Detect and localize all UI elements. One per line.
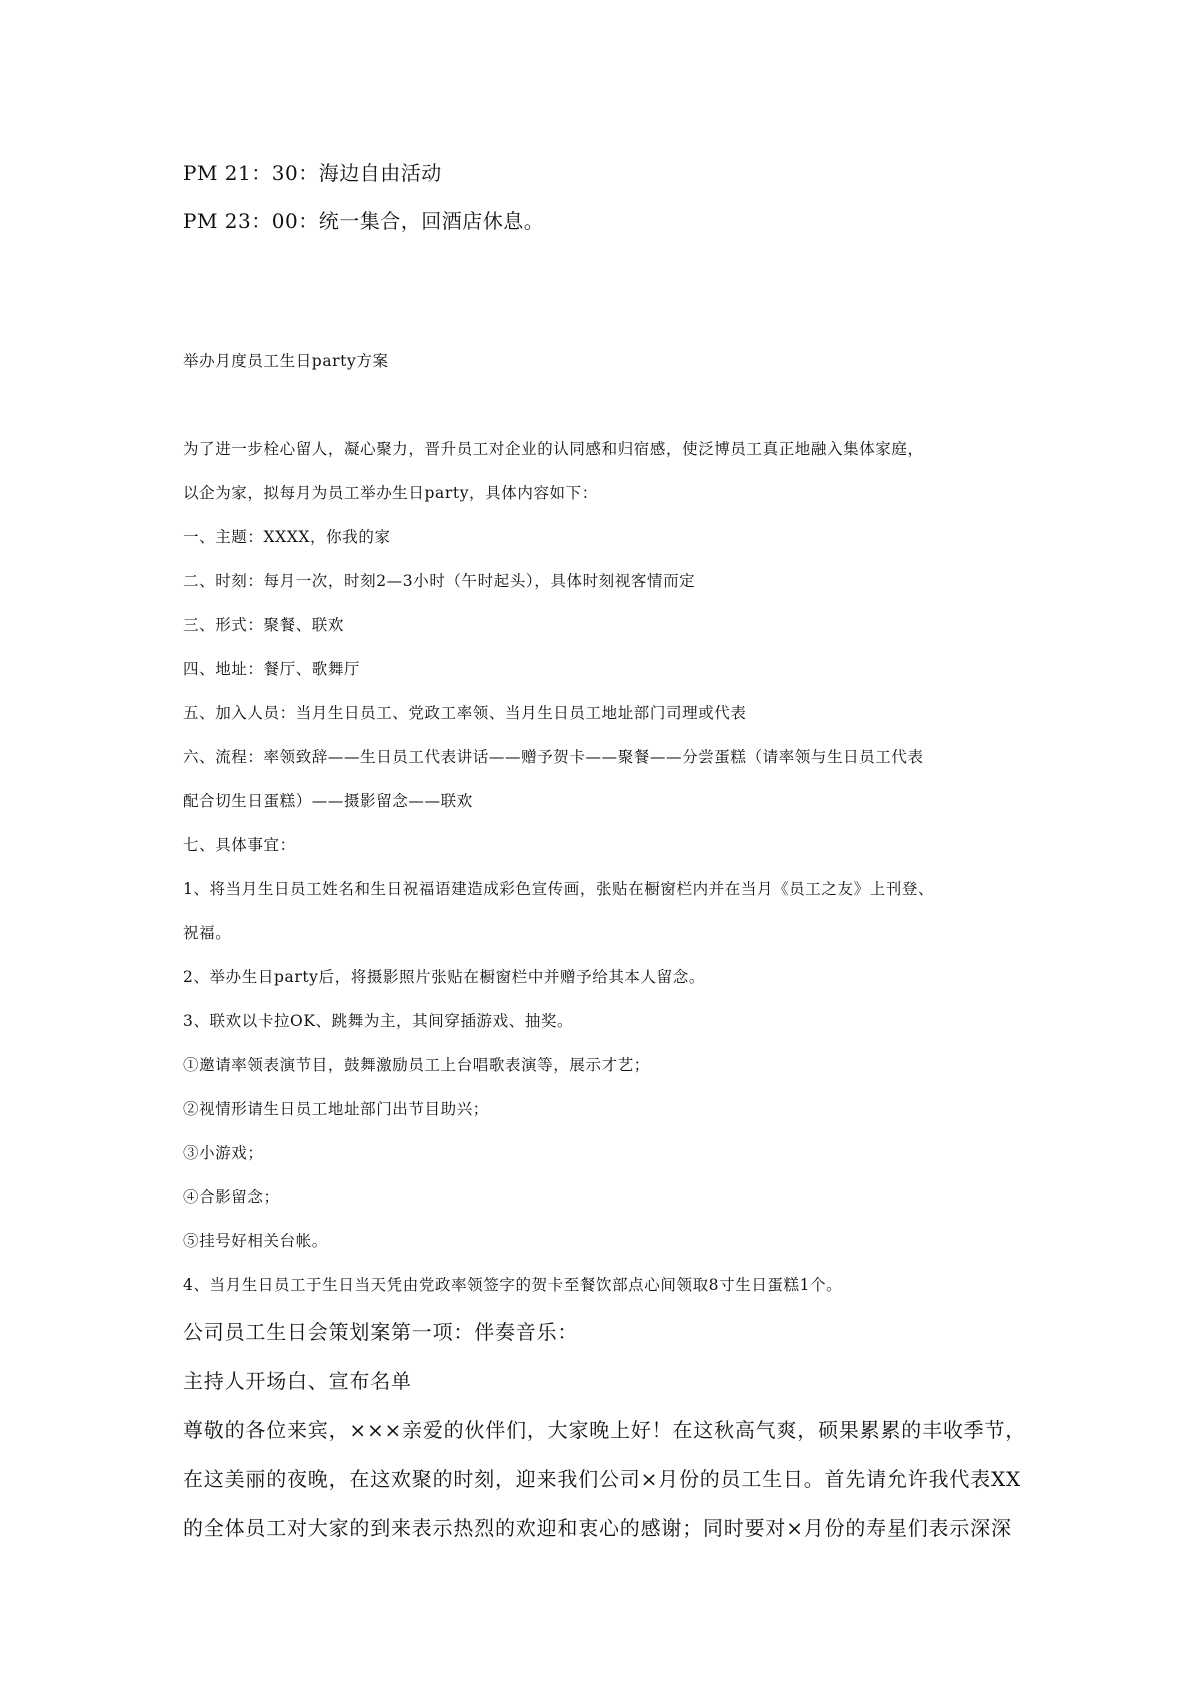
schedule-line-1: PM 21：30：海边自由活动 bbox=[183, 161, 442, 185]
paragraph-line: 二、时刻：每月一次，时刻2—3小时（午时起头），具体时刻视客情而定 bbox=[183, 572, 696, 590]
paragraph-line: 3、联欢以卡拉OK、跳舞为主，其间穿插游戏、抽奖。 bbox=[183, 1012, 574, 1030]
paragraph-line: ③小游戏； bbox=[183, 1144, 264, 1162]
paragraph-line: 祝福。 bbox=[183, 924, 232, 942]
section-heading: 公司员工生日会策划案第一项：伴奏音乐： bbox=[183, 1320, 579, 1344]
paragraph-line: ④合影留念； bbox=[183, 1188, 280, 1206]
paragraph-line: 4、当月生日员工于生日当天凭由党政率领签字的贺卡至餐饮部点心间领取8寸生日蛋糕1个。 bbox=[183, 1276, 843, 1294]
paragraph-line: 1、将当月生日员工姓名和生日祝福语建造成彩色宣传画，张贴在橱窗栏内并在当月《员工之友》上刊登、 bbox=[183, 880, 935, 898]
speech-line: 尊敬的各位来宾，×××亲爱的伙伴们，大家晚上好！在这秋高气爽，硕果累累的丰收季节， bbox=[183, 1418, 1027, 1442]
sub-heading: 主持人开场白、宣布名单 bbox=[183, 1369, 412, 1393]
paragraph-line: ①邀请率领表演节目，鼓舞激励员工上台唱歌表演等，展示才艺； bbox=[183, 1056, 650, 1074]
paragraph-line: 一、主题：XXXX，你我的家 bbox=[183, 528, 391, 546]
paragraph-line: 2、举办生日party后，将摄影照片张贴在橱窗栏中并赠予给其本人留念。 bbox=[183, 968, 705, 986]
paragraph-line: 为了进一步栓心留人，凝心聚力，晋升员工对企业的认同感和归宿感，使泛博员工真正地融入集体家庭， bbox=[183, 440, 924, 458]
paragraph-line: ②视情形请生日员工地址部门出节目助兴； bbox=[183, 1100, 489, 1118]
paragraph-line: 七、具体事宜： bbox=[183, 836, 296, 854]
schedule-line-2: PM 23：00：统一集合，回酒店休息。 bbox=[183, 209, 545, 233]
paragraph-line: 以企为家，拟每月为员工举办生日party，具体内容如下： bbox=[183, 484, 598, 502]
speech-line: 在这美丽的夜晚，在这欢聚的时刻，迎来我们公司×月份的员工生日。首先请允许我代表XX bbox=[183, 1467, 1022, 1491]
paragraph-line: 三、形式：聚餐、联欢 bbox=[183, 616, 345, 634]
paragraph-line: 五、加入人员：当月生日员工、党政工率领、当月生日员工地址部门司理或代表 bbox=[183, 704, 747, 722]
paragraph-line: ⑤挂号好相关台帐。 bbox=[183, 1232, 328, 1250]
paragraph-line: 六、流程：率领致辞——生日员工代表讲话——赠予贺卡——聚餐——分尝蛋糕（请率领与生日员工代表 bbox=[183, 748, 924, 766]
paragraph-line: 四、地址：餐厅、歌舞厅 bbox=[183, 660, 361, 678]
speech-line: 的全体员工对大家的到来表示热烈的欢迎和衷心的感谢；同时要对×月份的寿星们表示深深 bbox=[183, 1516, 1012, 1540]
document-title: 举办月度员工生日party方案 bbox=[183, 352, 389, 370]
paragraph-line: 配合切生日蛋糕）——摄影留念——联欢 bbox=[183, 792, 473, 810]
